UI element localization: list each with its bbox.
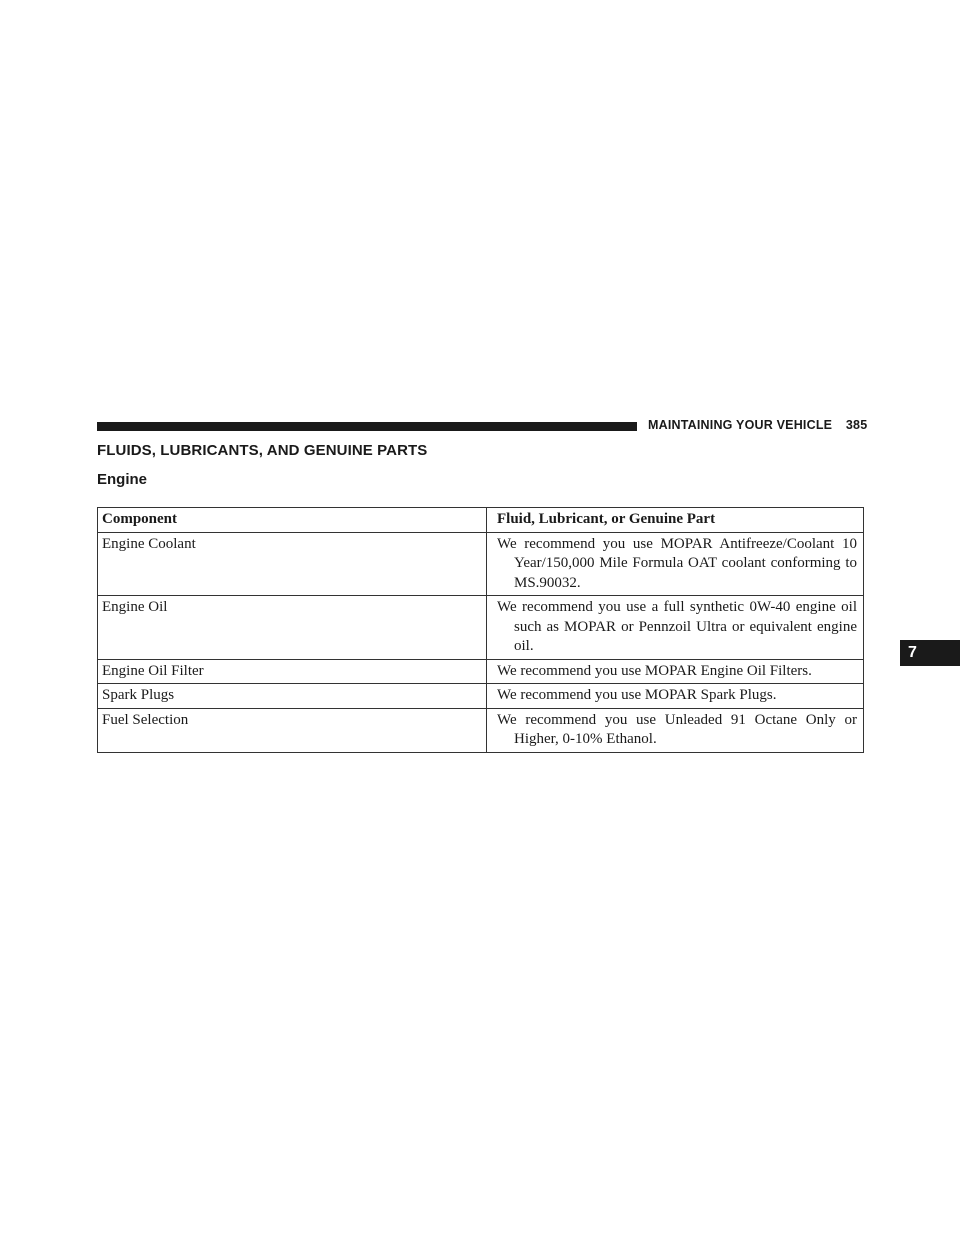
part-cell: We recommend you use MOPAR Antifreeze/Coolant 10 Year/150,000 Mile Formula OAT coolant conforming to MS.90032. <box>487 532 864 596</box>
part-cell: We recommend you use a full synthetic 0W-40 engine oil such as MOPAR or Pennzoil Ultra or equivalent engine oil. <box>487 596 864 660</box>
table-row <box>98 532 864 596</box>
component-cell: Fuel Selection <box>98 708 487 752</box>
chapter-tab: 7 <box>900 640 960 666</box>
column-header-component: Component <box>98 508 487 533</box>
component-cell: Engine Oil Filter <box>98 659 487 684</box>
column-header-part: Fluid, Lubricant, or Genuine Part <box>487 508 864 533</box>
component-cell: Spark Plugs <box>98 684 487 709</box>
table-row <box>98 659 864 684</box>
chapter-title: MAINTAINING YOUR VEHICLE <box>648 418 833 432</box>
table-header-row <box>98 508 864 533</box>
table-row <box>98 684 864 709</box>
header-rule <box>97 422 637 431</box>
part-cell: We recommend you use MOPAR Spark Plugs. <box>487 684 864 709</box>
fluids-table <box>97 507 864 753</box>
page-number: 385 <box>845 418 868 432</box>
component-cell: Engine Oil <box>98 596 487 660</box>
table-row <box>98 708 864 752</box>
running-header <box>648 418 867 432</box>
table-row <box>98 596 864 660</box>
subsection-title: Engine <box>97 471 148 488</box>
part-cell: We recommend you use Unleaded 91 Octane Only or Higher, 0-10% Ethanol. <box>487 708 864 752</box>
section-title: FLUIDS, LUBRICANTS, AND GENUINE PARTS <box>97 442 428 459</box>
component-cell: Engine Coolant <box>98 532 487 596</box>
part-cell: We recommend you use MOPAR Engine Oil Filters. <box>487 659 864 684</box>
